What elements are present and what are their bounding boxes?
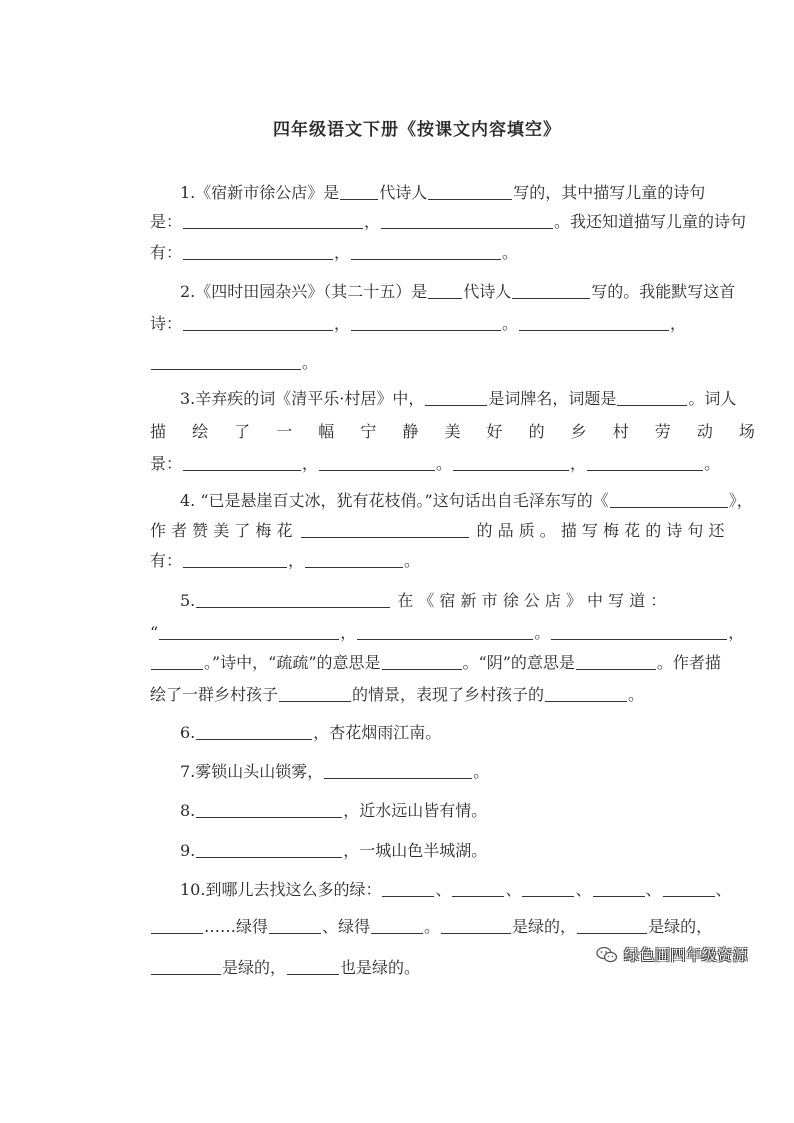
q3-char: 幅 bbox=[318, 422, 335, 441]
q5-text-j: 绘了一群乡村孩子 bbox=[150, 685, 279, 704]
q3-text-f: 。 bbox=[436, 454, 453, 473]
q5-text-g: 。”诗中，“疏疏”的意思是 bbox=[204, 653, 381, 672]
answer-blank[interactable] bbox=[196, 723, 312, 740]
q9-text: ，一城山色半城湖。 bbox=[343, 841, 488, 860]
answer-blank[interactable] bbox=[159, 623, 339, 640]
answer-blank[interactable] bbox=[287, 958, 339, 975]
q10-sep: 、 bbox=[505, 880, 522, 899]
answer-blank[interactable] bbox=[452, 880, 504, 897]
q1-text-f: 。我还知道描写儿童的诗句 bbox=[554, 212, 747, 231]
answer-blank[interactable] bbox=[351, 314, 501, 331]
q6-number: 6. bbox=[180, 723, 196, 742]
answer-blank[interactable] bbox=[183, 212, 363, 229]
answer-blank[interactable] bbox=[305, 551, 403, 568]
q1-text-g: 有： bbox=[150, 243, 183, 262]
q3-char: 的 bbox=[528, 422, 545, 441]
q5-text-k: 的情景，表现了乡村孩子的 bbox=[352, 685, 545, 704]
q3-text-h: 。 bbox=[704, 454, 721, 473]
answer-blank[interactable] bbox=[593, 880, 645, 897]
question-6 bbox=[180, 723, 441, 743]
answer-blank[interactable] bbox=[151, 958, 221, 975]
q10-text-d: 。 bbox=[424, 917, 441, 936]
q5-text-l: 。 bbox=[628, 685, 645, 704]
q3-char: 动 bbox=[696, 422, 713, 441]
answer-blank[interactable] bbox=[279, 685, 351, 702]
answer-blank[interactable] bbox=[453, 454, 569, 471]
q4-text-c: 作 者 赞 美 了 梅 花 bbox=[150, 521, 293, 540]
answer-blank[interactable] bbox=[577, 917, 647, 934]
q2-text-d: 诗： bbox=[150, 314, 183, 333]
q3-char: 村 bbox=[612, 422, 629, 441]
q3-char: 美 bbox=[444, 422, 461, 441]
answer-blank[interactable] bbox=[183, 454, 301, 471]
q2-text-e: ， bbox=[334, 314, 351, 333]
answer-blank[interactable] bbox=[522, 880, 574, 897]
answer-blank[interactable] bbox=[269, 917, 321, 934]
q2-text-b: 代诗人 bbox=[463, 282, 512, 301]
q4-text-f: ， bbox=[288, 551, 305, 570]
q7-end: 。 bbox=[473, 762, 490, 781]
watermark bbox=[596, 944, 748, 965]
question-9 bbox=[180, 841, 487, 861]
q1-text-i: 。 bbox=[502, 243, 519, 262]
question-7 bbox=[180, 762, 489, 782]
q4-text-b: 》， bbox=[728, 491, 753, 510]
answer-blank[interactable] bbox=[151, 353, 301, 370]
answer-blank[interactable] bbox=[576, 653, 656, 670]
answer-blank[interactable] bbox=[512, 282, 590, 299]
q3-text-e: ， bbox=[302, 454, 319, 473]
page-title: 四年级语文下册《按课文内容填空》 bbox=[273, 120, 561, 140]
answer-blank[interactable] bbox=[151, 653, 203, 670]
answer-blank[interactable] bbox=[428, 282, 462, 299]
q2-text-a: 2.《四时田园杂兴》（其二十五）是 bbox=[180, 282, 428, 301]
q3-char: 场 bbox=[738, 422, 755, 441]
answer-blank[interactable] bbox=[324, 762, 472, 779]
q10-text-c: 、绿得 bbox=[322, 917, 371, 936]
q1-text-b: 代诗人 bbox=[379, 183, 428, 202]
q3-char: 绘 bbox=[192, 422, 209, 441]
q3-char: 描 bbox=[150, 422, 167, 441]
q3-char: 乡 bbox=[570, 422, 587, 441]
question-8 bbox=[180, 801, 487, 821]
q8-number: 8. bbox=[180, 801, 196, 820]
q2-text-g: ， bbox=[670, 314, 687, 333]
answer-blank[interactable] bbox=[151, 917, 203, 934]
answer-blank[interactable] bbox=[183, 243, 333, 260]
q1-text-h: ， bbox=[334, 243, 351, 262]
q3-char: 好 bbox=[486, 422, 503, 441]
q2-text-h: 。 bbox=[302, 353, 319, 372]
q1-text-e: ， bbox=[364, 212, 381, 231]
q10-text-e: 是绿的， bbox=[512, 917, 577, 936]
q8-text: ，近水远山皆有情。 bbox=[343, 801, 488, 820]
q6-text: ，杏花烟雨江南。 bbox=[313, 723, 442, 742]
q4-text-a: 4. “已是悬崖百丈冰，犹有花枝俏。”这句话出自毛泽东写的《 bbox=[180, 491, 609, 510]
answer-blank[interactable] bbox=[340, 183, 378, 200]
answer-blank[interactable] bbox=[617, 389, 687, 406]
q10-text-b: ……绿得 bbox=[204, 917, 269, 936]
q3-char: 一 bbox=[276, 422, 293, 441]
answer-blank[interactable] bbox=[545, 685, 627, 702]
q10-sep: 、 bbox=[575, 880, 592, 899]
answer-blank[interactable] bbox=[663, 880, 715, 897]
q3-text-b: 是词牌名，词题是 bbox=[488, 389, 617, 408]
answer-blank[interactable] bbox=[319, 454, 435, 471]
q4-text-e: 有： bbox=[150, 551, 183, 570]
answer-blank[interactable] bbox=[357, 623, 533, 640]
q3-text-d: 景： bbox=[150, 454, 183, 473]
q1-text-c: 写的，其中描写儿童的诗句 bbox=[513, 183, 706, 202]
q3-char: 了 bbox=[234, 422, 251, 441]
answer-blank[interactable] bbox=[196, 841, 342, 858]
q4-text-g: 。 bbox=[404, 551, 421, 570]
q3-text-c: 。词人 bbox=[688, 389, 737, 408]
answer-blank[interactable] bbox=[519, 314, 669, 331]
watermark-text: 绿色圃四年级资源 bbox=[624, 946, 749, 964]
answer-blank[interactable] bbox=[183, 314, 333, 331]
q3-text-a: 3.辛弃疾的词《清平乐·村居》中， bbox=[180, 389, 425, 408]
answer-blank[interactable] bbox=[196, 591, 390, 608]
q5-text-h: 。“阴”的意思是 bbox=[462, 653, 575, 672]
q5-text-b: 在 《 宿 新 市 徐 公 店 》 中 写 道 ： bbox=[397, 591, 667, 610]
q10-sep: 、 bbox=[645, 880, 662, 899]
answer-blank[interactable] bbox=[428, 183, 512, 200]
answer-blank[interactable] bbox=[183, 551, 287, 568]
answer-blank[interactable] bbox=[351, 243, 501, 260]
q10-text-a: 10.到哪儿去找这么多的绿： bbox=[180, 880, 382, 899]
q5-text-f: ， bbox=[728, 623, 745, 642]
q3-char: 静 bbox=[402, 422, 419, 441]
q10-text-g: 是绿的， bbox=[222, 958, 287, 977]
q5-text-i: 。作者描 bbox=[656, 653, 721, 672]
answer-blank[interactable] bbox=[551, 623, 727, 640]
q2-text-f: 。 bbox=[502, 314, 519, 333]
q2-text-c: 写的。我能默写这首 bbox=[591, 282, 736, 301]
q1-text-a: 1.《宿新市徐公店》是 bbox=[180, 183, 340, 202]
q5-text-c: “ bbox=[150, 623, 159, 642]
q5-text-d: ， bbox=[340, 623, 357, 642]
q3-char: 宁 bbox=[360, 422, 377, 441]
answer-blank[interactable] bbox=[381, 212, 553, 229]
q10-text-h: 也是绿的。 bbox=[340, 958, 421, 977]
q10-sep: 、 bbox=[435, 880, 452, 899]
q3-text-g: ， bbox=[570, 454, 587, 473]
answer-blank[interactable] bbox=[371, 917, 423, 934]
answer-blank[interactable] bbox=[610, 491, 728, 508]
q10-text-f: 是绿的， bbox=[648, 917, 713, 936]
q10-sep: 、 bbox=[715, 880, 732, 899]
q5-text-a: 5. bbox=[180, 591, 196, 610]
answer-blank[interactable] bbox=[196, 801, 342, 818]
wechat-icon bbox=[596, 946, 618, 964]
q3-char: 劳 bbox=[654, 422, 671, 441]
q5-text-e: 。 bbox=[534, 623, 551, 642]
q3-spaced-line bbox=[150, 422, 755, 442]
q4-text-d: 的 品 质 。 描 写 梅 花 的 诗 句 还 bbox=[476, 521, 725, 540]
q7-text: 7.雾锁山头山锁雾， bbox=[180, 762, 324, 781]
answer-blank[interactable] bbox=[441, 917, 511, 934]
q1-text-d: 是： bbox=[150, 212, 183, 231]
answer-blank[interactable] bbox=[382, 653, 462, 670]
q9-number: 9. bbox=[180, 841, 196, 860]
answer-blank[interactable] bbox=[382, 880, 434, 897]
answer-blank[interactable] bbox=[425, 389, 487, 406]
answer-blank[interactable] bbox=[587, 454, 703, 471]
answer-blank[interactable] bbox=[301, 521, 469, 538]
